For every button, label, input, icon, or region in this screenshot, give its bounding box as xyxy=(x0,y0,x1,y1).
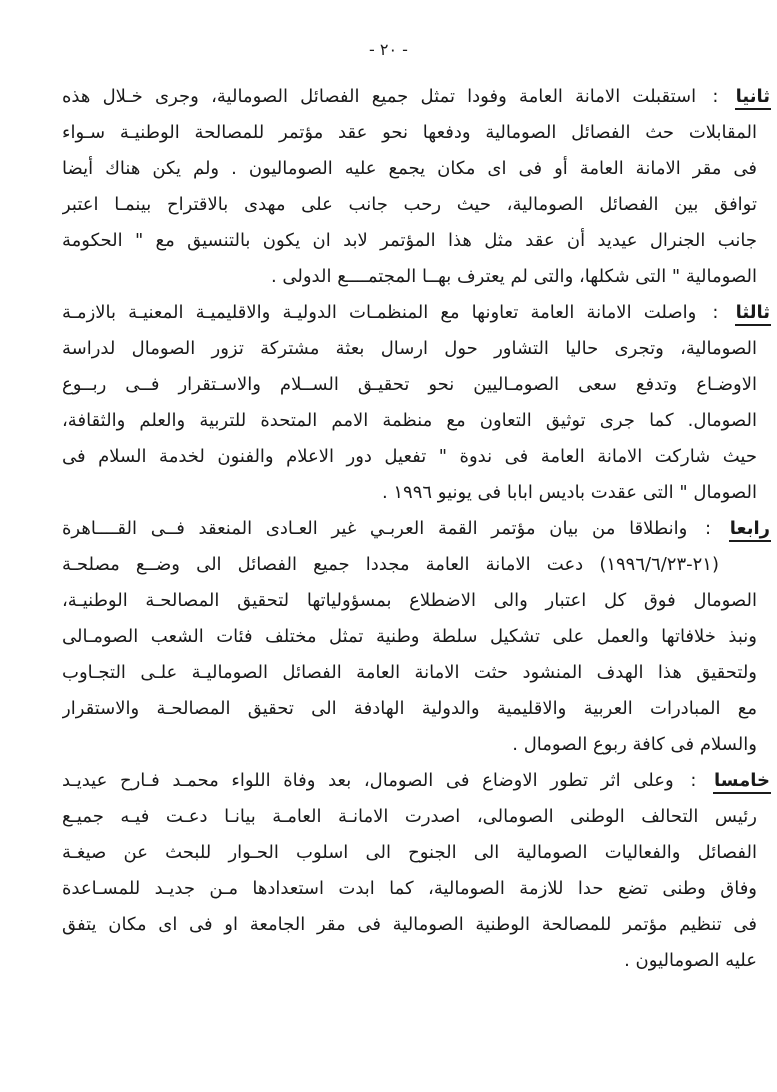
paragraph-label: ثانيا xyxy=(735,86,771,110)
text-line: جانب الجنرال عيديد أن عقد مثل هذا المؤتمر لابد ان يكون بالتنسيق مع " الحكومة xyxy=(62,230,757,251)
text-line: الصومالية " التى شكلها، والتى لم يعترف بهــا المجتمــــع الدولى . xyxy=(270,266,757,287)
date-numeric: (١٩٩٦/٦/٢٣-٢١) xyxy=(599,554,719,575)
text-line: ثانيا : استقبلت الامانة العامة وفودا تمثل جميع الفصائل الصومالية، وجرى خـلال هذه xyxy=(62,79,771,115)
text-line: ثالثا : واصلت الامانة العامة تعاونها مع المنظمـات الدوليـة والاقليميـة المعنيـة بالازمـة xyxy=(62,295,771,331)
text-line: الصومالية، وتجرى حاليا التشاور حول ارسال بعثة مشتركة تزور الصومال لدراسة xyxy=(62,338,757,359)
text-line: حيث شاركت الامانة العامة فى ندوة " تفعيل دور الاعلام والفنون لخدمة السلام فى xyxy=(62,446,757,467)
label-separator: : xyxy=(677,770,710,791)
text-line: الصومال " التى عقدت باديس ابابا فى يونيو ١٩٩٦ . xyxy=(381,482,757,503)
text-line: فى تنظيم مؤتمر للمصالحة الوطنية الصومالية فى مقر الجامعة او فى اى مكان يتفق xyxy=(62,914,757,935)
text-line: المقابلات حث الفصائل الصومالية ودفعها نحو عقد مؤتمر للمصالحة الوطنيـة سـواء xyxy=(62,122,757,143)
paragraph xyxy=(62,763,771,979)
text-line: خامسا : وعلى اثر تطور الاوضاع فى الصومال، بعد وفاة اللواء محمـد فـارح عيديـد xyxy=(62,763,771,799)
text-line: مع المبادرات العربية والاقليمية والدولية الهادفة الى تحقيق المصالحـة والاستقرار xyxy=(62,698,757,719)
label-separator: : xyxy=(700,302,731,323)
text-line: رابعا : وانطلاقا من بيان مؤتمر القمة العربـي غير العـادى المنعقد فــى القــــاهرة xyxy=(62,511,771,547)
paragraph-label: ثالثا xyxy=(735,302,771,326)
label-separator: : xyxy=(700,86,731,107)
paragraph xyxy=(62,79,771,295)
text-line: عليه الصوماليون . xyxy=(624,950,757,971)
text-line: ولتحقيق هذا الهدف المنشود حثت الامانة العامة الفصائل الصوماليـة علـى التجـاوب xyxy=(62,662,757,683)
text-line: والسلام فى كافة ربوع الصومال . xyxy=(512,734,757,755)
text-line: وفاق وطنى تضع حدا للازمة الصومالية، كما ابدت استعدادها مـن جديـد للمسـاعدة xyxy=(62,878,757,899)
text-line: توافق بين الفصائل الصومالية، حيث رحب جانب على مهدى بالاقتراح بينمـا اعتبر xyxy=(62,194,757,215)
label-separator: : xyxy=(691,518,725,539)
page-number: - ٢٠ - xyxy=(369,40,408,59)
text-line: الصومال فوق كل اعتبار والى الاضطلاع بمسؤولياتها لتحقيق المصالحـة الوطنيـة، xyxy=(62,590,757,611)
text-line: (١٩٩٦/٦/٢٣-٢١) دعت الامانة العامة مجددا جميع الفصائل الى وضــع مصلحـة xyxy=(62,554,719,575)
paragraph-label: خامسا xyxy=(713,770,771,794)
paragraph-label: رابعا xyxy=(729,518,771,542)
paragraph xyxy=(62,511,771,763)
text-line: فى مقر الامانة العامة أو فى اى مكان يجمع عليه الصوماليون . ولم يكن هناك أيضا xyxy=(62,158,757,179)
text-line: ونبذ خلافاتها والعمل على تشكيل سلطة وطنية تمثل مختلف فئات الشعب الصومـالى xyxy=(62,626,757,647)
document-body xyxy=(62,79,771,979)
text-line: الفصائل والفعاليات الصومالية الى الجنوح الى اسلوب الحـوار للبحث عن صيغـة xyxy=(62,842,757,863)
paragraph xyxy=(62,295,771,511)
text-line: الصومال. كما جرى توثيق التعاون مع منظمة الامم المتحدة للتربية والعلم والثقافة، xyxy=(62,410,757,431)
text-line: رئيس التحالف الوطنى الصومالى، اصدرت الامانـة العامـة بيانـا دعـت فيـه جميـع xyxy=(62,806,757,827)
text-line: الاوضـاع وتدفع سعى الصومـاليين نحو تحقيـق الســلام والاسـتقرار فــى ربــوع xyxy=(62,374,757,395)
